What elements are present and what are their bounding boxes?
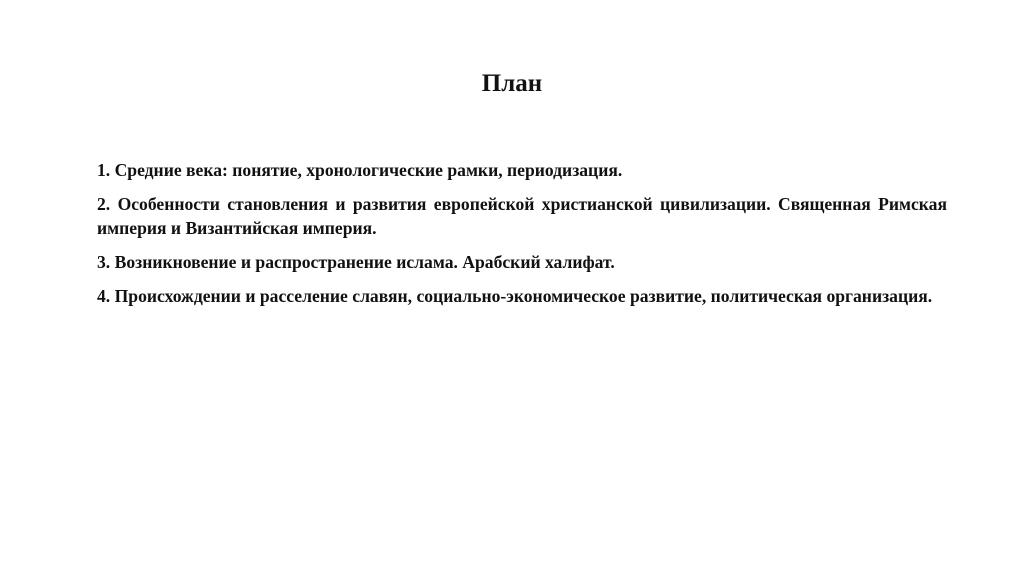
- plan-item: 2. Особенности становления и развития европейской христианской цивилизации. Священная Римская империя и Византийская империя.: [97, 194, 947, 238]
- plan-list: [97, 158, 947, 318]
- slide-title: План: [481, 70, 543, 97]
- plan-item: 3. Возникновение и распространение ислама. Арабский халифат.: [97, 252, 615, 272]
- plan-item: 1. Средние века: понятие, хронологические рамки, периодизация.: [97, 160, 623, 180]
- plan-item: 4. Происхождении и расселение славян, социально-экономическое развитие, политическая организация.: [97, 286, 933, 306]
